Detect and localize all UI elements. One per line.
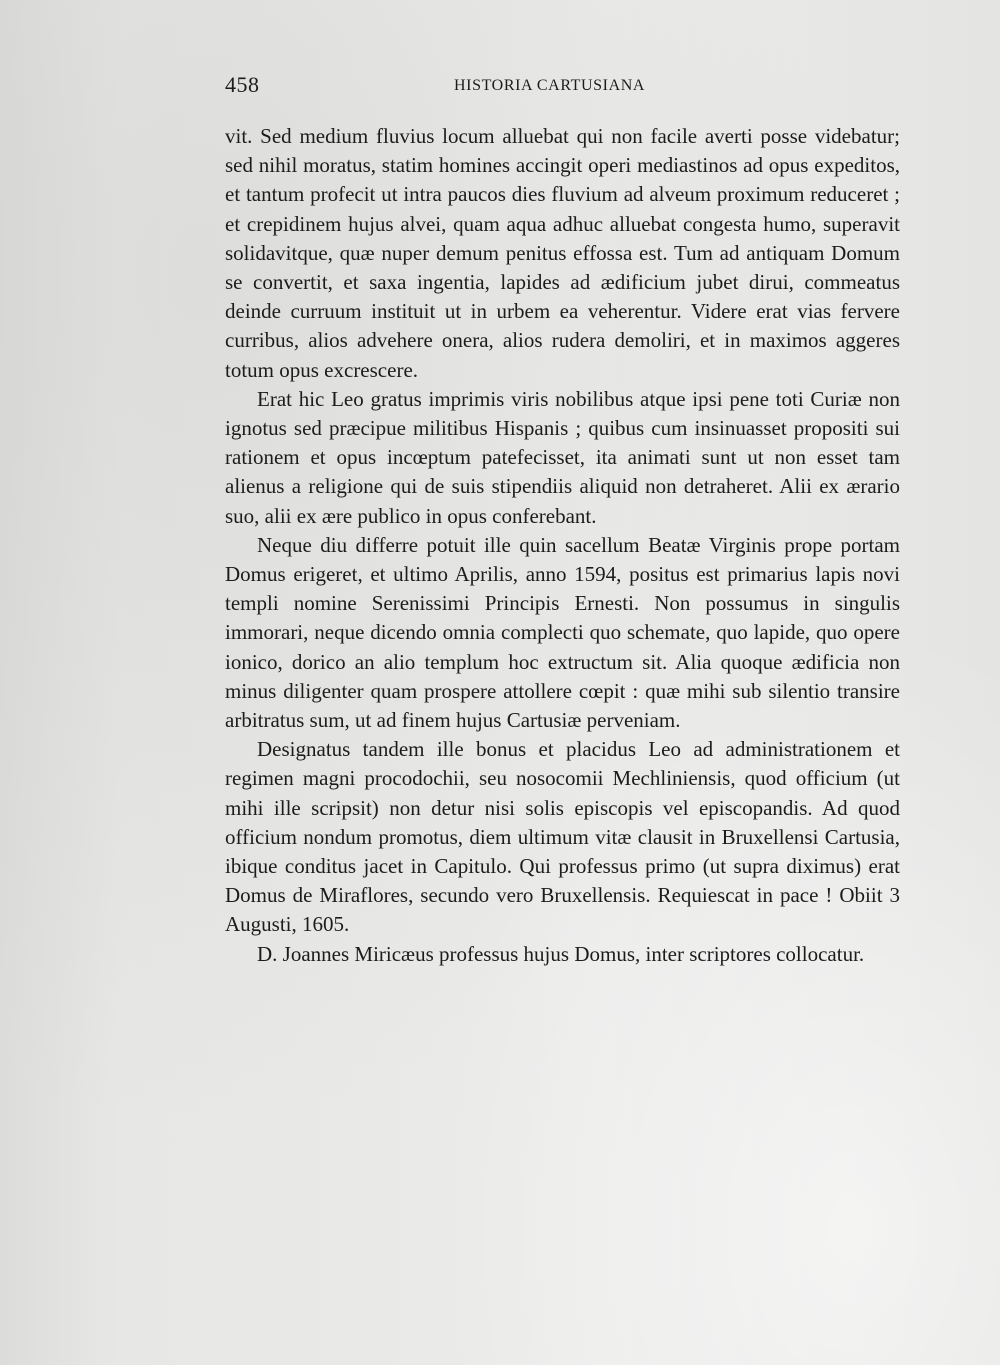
paragraph-3: Neque diu differre potuit ille quin sacellum Beatæ Virginis prope portam Domus erigeret, et ultimo Aprilis, anno 1594, positus est primarius lapis novi templi nomine Serenissimi Principis Ernesti. Non possumus in singulis immorari, neque dicendo omnia complecti quo schemate, quo lapide, quo opere ionico, dorico an alio templum hoc extructum sit. Alia quoque ædificia non minus diligenter quam prospere attollere cœpit : quæ mihi sub silentio transire arbitratus sum, ut ad finem hujus Cartusiæ perveniam. <box>225 532 900 733</box>
paragraph-5: D. Joannes Miricæus professus hujus Domus, inter scriptores collocatur. <box>257 941 865 966</box>
paragraph-1: vit. Sed medium fluvius locum alluebat qui non facile averti posse videbatur; sed nihil moratus, statim homines accingit operi mediastinos ad opus expeditos, et tantum profecit ut intra paucos dies fluvium ad alveum proximum reduceret ; et crepidinem hujus alvei, quam aqua adhuc alluebat congesta humo, superavit solidavitque, quæ nuper demum penitus effossa est. Tum ad antiquam Domum se convertit, et saxa ingentia, lapides ad ædificium jubet dirui, commeatus deinde curruum instituit ut in urbem ea veherentur. Videre erat vias fervere curribus, alios advehere onera, alios rudera demoliri, et in maximos aggeres totum opus excrescere. <box>225 124 900 382</box>
paragraph-2: Erat hic Leo gratus imprimis viris nobilibus atque ipsi pene toti Curiæ non ignotus sed præcipue militibus Hispanis ; quibus cum insinuasset propositi sui rationem et opus incœptum patefecisset, ita animati sunt ut non esset tam alienus a religione qui de suis stipendiis aliquid non detraheret. Alii ex ærario suo, alii ex ære publico in opus conferebant. <box>225 386 900 528</box>
body-text <box>225 122 900 969</box>
paragraph-4: Designatus tandem ille bonus et placidus Leo ad administrationem et regimen magni procodochii, seu nosocomii Mechliniensis, quod officium (ut mihi ille scripsit) non detur nisi solis episcopis vel episcopandis. Ad quod officium nondum promotus, diem ultimum vitæ clausit in Bruxellensi Cartusia, ibique conditus jacet in Capitulo. Qui professus primo (ut supra diximus) erat Domus de Miraflores, secundo vero Bruxellensis. Requiescat in pace ! Obiit 3 Augusti, 1605. <box>225 737 900 937</box>
page-number: 458 <box>225 72 260 97</box>
book-page <box>225 72 900 969</box>
running-head <box>225 72 900 108</box>
running-title: HISTORIA CARTUSIANA <box>454 77 646 94</box>
